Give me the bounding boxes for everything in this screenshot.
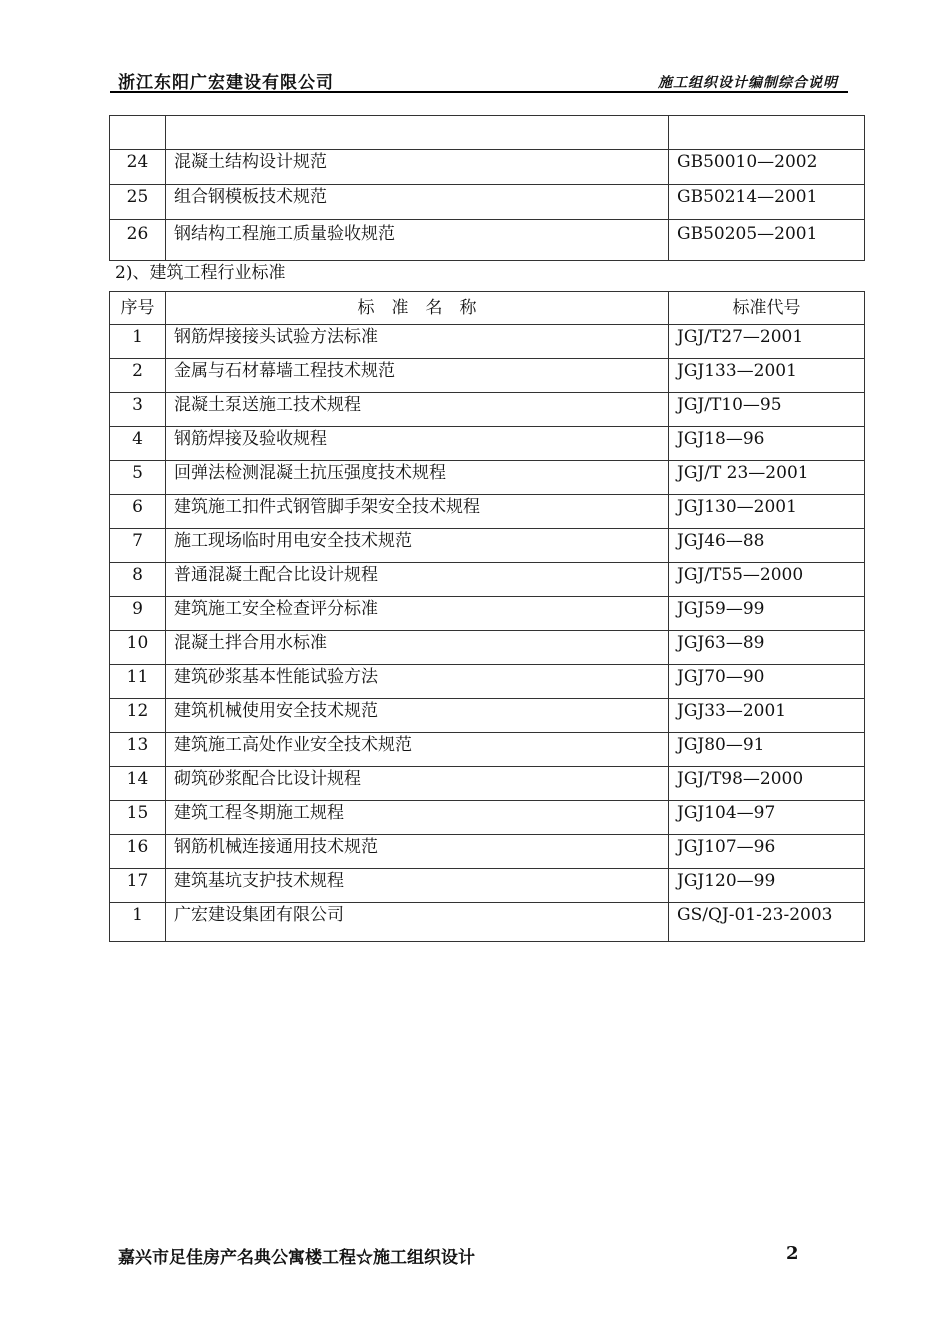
table-row xyxy=(110,563,865,597)
table-row xyxy=(110,699,865,733)
table-row xyxy=(110,835,865,869)
table-row xyxy=(110,359,865,393)
row-number: 13 xyxy=(110,733,166,767)
standard-code: JGJ133—2001 xyxy=(669,359,865,393)
standard-name: 组合钢模板技术规范 xyxy=(166,185,669,220)
row-number: 10 xyxy=(110,631,166,665)
standard-code: JGJ/T 23—2001 xyxy=(669,461,865,495)
standard-name xyxy=(166,116,669,150)
standard-name: 建筑施工安全检查评分标准 xyxy=(166,597,669,631)
table-row xyxy=(110,665,865,699)
header-doc-title: 施工组织设计编制综合说明 xyxy=(658,75,838,91)
table-row xyxy=(110,631,865,665)
standard-code: JGJ130—2001 xyxy=(669,495,865,529)
standard-code: JGJ/T98—2000 xyxy=(669,767,865,801)
table-row xyxy=(110,427,865,461)
row-number: 25 xyxy=(110,185,166,220)
row-number: 2 xyxy=(110,359,166,393)
section-title: 2)、建筑工程行业标准 xyxy=(115,263,286,283)
row-number: 3 xyxy=(110,393,166,427)
table-row xyxy=(110,150,865,185)
row-number: 8 xyxy=(110,563,166,597)
table-row xyxy=(110,393,865,427)
table-row xyxy=(110,733,865,767)
standard-name: 混凝土拌合用水标准 xyxy=(166,631,669,665)
standard-code: GB50214—2001 xyxy=(669,185,865,220)
standard-name: 钢筋焊接接头试验方法标准 xyxy=(166,325,669,359)
standard-code: JGJ104—97 xyxy=(669,801,865,835)
table-row xyxy=(110,529,865,563)
standard-code: JGJ33—2001 xyxy=(669,699,865,733)
standard-code: JGJ107—96 xyxy=(669,835,865,869)
standard-name: 钢筋机械连接通用技术规范 xyxy=(166,835,669,869)
standard-code: JGJ70—90 xyxy=(669,665,865,699)
table-row xyxy=(110,767,865,801)
standard-code: GB50010—2002 xyxy=(669,150,865,185)
standard-name: 回弹法检测混凝土抗压强度技术规程 xyxy=(166,461,669,495)
standard-name: 金属与石材幕墙工程技术规范 xyxy=(166,359,669,393)
standard-name: 施工现场临时用电安全技术规范 xyxy=(166,529,669,563)
header-code: 标准代号 xyxy=(669,292,865,325)
standard-code: JGJ/T55—2000 xyxy=(669,563,865,597)
standard-code: JGJ/T27—2001 xyxy=(669,325,865,359)
table-row xyxy=(110,495,865,529)
header-name: 标 准 名 称 xyxy=(166,292,669,325)
standard-code: JGJ/T10—95 xyxy=(669,393,865,427)
row-number: 15 xyxy=(110,801,166,835)
standard-code: GB50205—2001 xyxy=(669,220,865,261)
standard-name: 建筑机械使用安全技术规范 xyxy=(166,699,669,733)
row-number: 6 xyxy=(110,495,166,529)
table-row xyxy=(110,903,865,942)
header-rule xyxy=(110,91,848,93)
row-number: 9 xyxy=(110,597,166,631)
row-number xyxy=(110,116,166,150)
page-number: 2 xyxy=(786,1243,799,1264)
row-number: 16 xyxy=(110,835,166,869)
standard-code: GS/QJ-01-23-2003 xyxy=(669,903,865,942)
standard-code: JGJ18—96 xyxy=(669,427,865,461)
standard-name: 钢结构工程施工质量验收规范 xyxy=(166,220,669,261)
table-row xyxy=(110,801,865,835)
row-number: 1 xyxy=(110,903,166,942)
national-standards-table xyxy=(109,115,865,261)
standard-name: 建筑基坑支护技术规程 xyxy=(166,869,669,903)
header-no: 序号 xyxy=(110,292,166,325)
standard-name: 普通混凝土配合比设计规程 xyxy=(166,563,669,597)
standard-name: 建筑工程冬期施工规程 xyxy=(166,801,669,835)
row-number: 26 xyxy=(110,220,166,261)
standard-code: JGJ120—99 xyxy=(669,869,865,903)
table-row xyxy=(110,869,865,903)
row-number: 17 xyxy=(110,869,166,903)
table-row xyxy=(110,220,865,261)
row-number: 24 xyxy=(110,150,166,185)
table-row xyxy=(110,597,865,631)
standard-name: 砌筑砂浆配合比设计规程 xyxy=(166,767,669,801)
standard-name: 建筑施工扣件式钢管脚手架安全技术规程 xyxy=(166,495,669,529)
row-number: 14 xyxy=(110,767,166,801)
table-row xyxy=(110,461,865,495)
row-number: 5 xyxy=(110,461,166,495)
table-header-row xyxy=(110,292,865,325)
standard-name: 钢筋焊接及验收规程 xyxy=(166,427,669,461)
row-number: 1 xyxy=(110,325,166,359)
table-row xyxy=(110,185,865,220)
standard-code: JGJ59—99 xyxy=(669,597,865,631)
standard-code: JGJ63—89 xyxy=(669,631,865,665)
table-row xyxy=(110,325,865,359)
standard-name: 混凝土结构设计规范 xyxy=(166,150,669,185)
row-number: 7 xyxy=(110,529,166,563)
table-row xyxy=(110,116,865,150)
standard-name: 建筑砂浆基本性能试验方法 xyxy=(166,665,669,699)
standard-name: 广宏建设集团有限公司 xyxy=(166,903,669,942)
standard-name: 建筑施工高处作业安全技术规范 xyxy=(166,733,669,767)
row-number: 4 xyxy=(110,427,166,461)
row-number: 12 xyxy=(110,699,166,733)
industry-standards-table xyxy=(109,291,865,942)
standard-code: JGJ80—91 xyxy=(669,733,865,767)
standard-code xyxy=(669,116,865,150)
header-company: 浙江东阳广宏建设有限公司 xyxy=(118,73,334,93)
footer-project: 嘉兴市足佳房产名典公寓楼工程☆施工组织设计 xyxy=(118,1248,475,1268)
standard-code: JGJ46—88 xyxy=(669,529,865,563)
row-number: 11 xyxy=(110,665,166,699)
standard-name: 混凝土泵送施工技术规程 xyxy=(166,393,669,427)
